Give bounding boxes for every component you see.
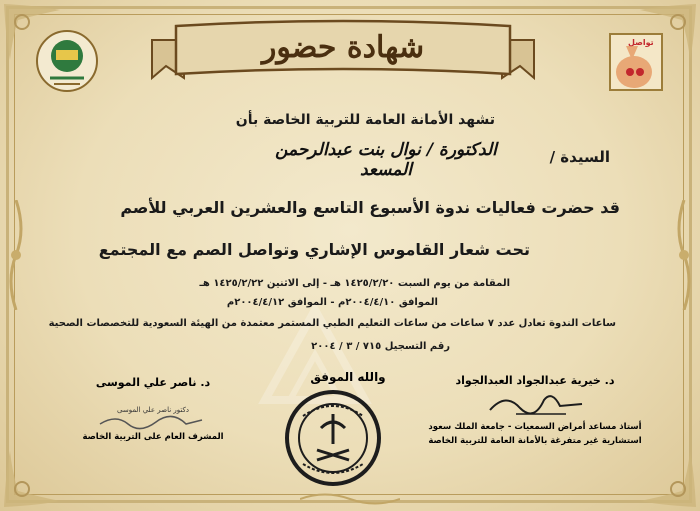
left-handwritten-name: دكتور ناصر علي الموسى — [117, 406, 189, 414]
ministry-of-education-logo — [34, 28, 100, 94]
left-signatory-title: المشرف العام على التربية الخاصة — [82, 432, 224, 442]
ministry-seal — [283, 388, 383, 488]
side-ornament-icon — [672, 200, 696, 310]
deaf-association-logo — [600, 26, 672, 98]
recipient-prefix: السيدة / — [549, 148, 610, 166]
recipient-name: الدكتورة / نوال بنت عبدالرحمن المسعد — [275, 140, 497, 180]
slogan-line: تحت شعار القاموس الإشاري وتواصل الصم مع المجتمع — [98, 240, 530, 259]
right-signatory-title-1: أستاذ مساعد أمراض السمعيات - جامعة الملك سعود — [428, 422, 642, 432]
side-ornament-icon — [4, 200, 28, 310]
closing-phrase: والله الموفق — [310, 370, 386, 384]
certificate-title: شهادة حضور — [261, 30, 425, 65]
right-signature — [486, 388, 586, 422]
logo-label: تواصل — [628, 38, 654, 47]
left-signatory-name: د. ناصر علي الموسى — [95, 376, 211, 389]
attendance-line: قد حضرت فعاليات ندوة الأسبوع التاسع والعشرين العربي للأصم — [120, 198, 620, 217]
hijri-dates: المقامة من يوم السبت ١٤٢٥/٢/٢٠ هـ - إلى الاثنين ١٤٢٥/٢/٢٢ هـ — [199, 278, 510, 289]
issuer-line: تشهد الأمانة العامة للتربية الخاصة بأن — [235, 112, 495, 128]
corner-ornament-icon — [630, 441, 700, 511]
corner-ornament-icon — [0, 441, 70, 511]
gregorian-dates: الموافق ٢٠٠٤/٤/١٠م - الموافق ٢٠٠٤/٤/١٢م — [226, 297, 438, 308]
bottom-ornament-icon — [300, 490, 400, 508]
left-signature — [96, 412, 206, 432]
right-signatory-title-2: استشارية غير متفرغة بالأمانة العامة للتربية الخاصة — [428, 436, 642, 446]
hours-line: ساعات الندوة تعادل عدد ٧ ساعات من ساعات التعليم الطبي المستمر معتمدة من الهيئة السعودية للتخصصات الصحية — [48, 318, 616, 329]
right-signatory-name: د. خيرية عبدالجواد العبدالجواد — [455, 374, 615, 387]
registration-line: رقم التسجيل ٧١٥ / ٣ / ٢٠٠٤ — [311, 341, 450, 352]
